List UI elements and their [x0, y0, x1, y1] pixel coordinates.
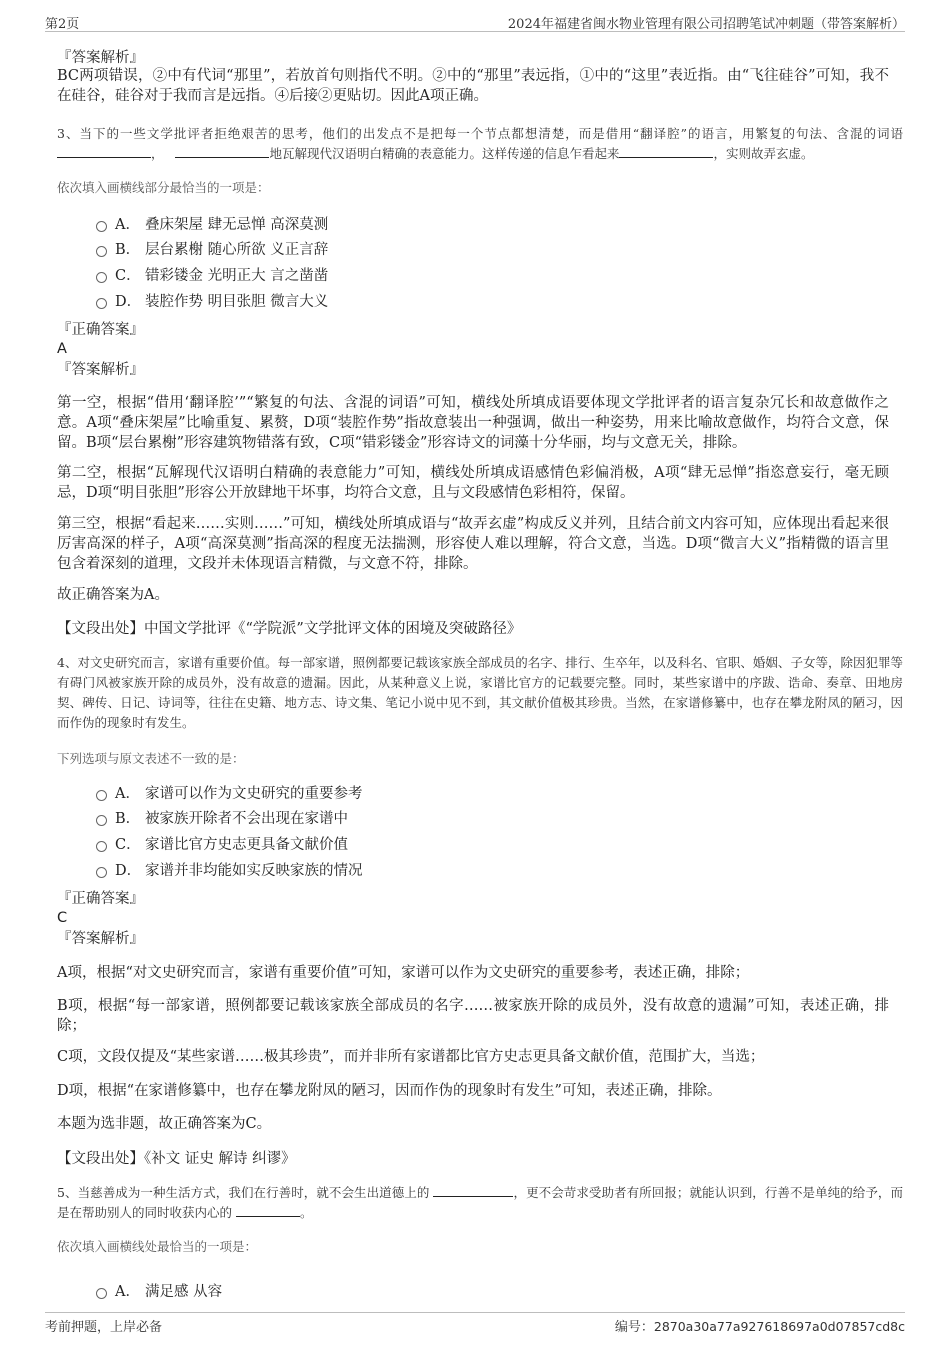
q3-prompt: 依次填入画横线部分最恰当的一项是：	[57, 180, 270, 195]
q4-option-b[interactable]: B． 被家族开除者不会出现在家谱中	[96, 809, 348, 829]
q3-analysis-1: 第一空，根据“借用‘翻译腔’”“繁复的句法、含混的词语”可知，横线处所填成语要体现文学批评者的语言复杂冗长和故意做作之意。A项“叠床架屋”比喻重复、累赘，D项“装腔作势”指故意装出一种强调，做出一种姿势，用来比喻故意做作，均符合文意，保留。B项“层台累榭”形容建筑物错落有致，C项“错彩镂金”形容诗文的词藻十分华丽，均与文意无关，排除。	[57, 395, 889, 451]
answer-label: 『正确答案』	[57, 891, 144, 907]
footer-slogan: 考前押题，上岸必备	[45, 1320, 163, 1335]
q3-answer: A	[57, 341, 67, 357]
q5-stem: 5、当慈善成为一种生活方式，我们在行善时，就不会生出道德上的 ，更不会苛求受助者有所回报；就能认识到，行善不是单纯的给予，而是在帮助别人的同时收获内心的 。	[57, 1185, 903, 1220]
q3-analysis-2: 第二空，根据“瓦解现代汉语明白精确的表意能力”可知，横线处所填成语感情色彩偏消极，A项“肆无忌惮”指恣意妄行，毫无顾忌，D项“明目张胆”形容公开放肆地干坏事，均符合文意，且与文段感情色彩相符，保留。	[57, 465, 889, 501]
answer-label: 『正确答案』	[57, 322, 144, 338]
blank	[236, 1203, 300, 1217]
q3-number: 3、	[57, 126, 80, 141]
q4-analysis-c: C项，文段仅提及“某些家谱……极其珍贵”，而并非所有家谱都比官方史志更具备文献价值，范围扩大，当选；	[57, 1049, 765, 1065]
q4-analysis-d: D项，根据“在家谱修纂中，也存在攀龙附凤的陋习，因而作伪的现象时有发生”可知，表述正确，排除。	[57, 1083, 722, 1099]
q4-conclusion: 本题为选非题，故正确答案为C。	[57, 1116, 272, 1132]
blank	[619, 144, 713, 158]
q3-option-c[interactable]: C． 错彩镂金 光明正大 言之凿凿	[96, 266, 328, 286]
radio-icon[interactable]	[96, 790, 107, 801]
q5-option-a[interactable]: A． 满足感 从容	[96, 1282, 222, 1302]
q3-option-d[interactable]: D． 装腔作势 明目张胆 微言大义	[96, 292, 328, 312]
radio-icon[interactable]	[96, 841, 107, 852]
q4-stem: 4、对文史研究而言，家谱有重要价值。每一部家谱，照例都要记载该家族全部成员的名字、排行、生卒年，以及科名、官职、婚姻、子女等，除因犯罪等有碍门风被家族开除的成员外，没有故意的遗漏。因此，从某种意义上说，家谱比官方的记载要完整。同时，某些家谱中的序跋、诰命、奏章、田地房契、碑传、日记、诗词等，往往在史籍、地方志、诗文集、笔记小说中见不到，其文献价值极其珍贵。当然，在家谱修纂中，也存在攀龙附凤的陋习，因而作伪的现象时有发生。	[57, 655, 904, 730]
radio-icon[interactable]	[96, 272, 107, 283]
q3-option-b[interactable]: B． 层台累榭 随心所欲 义正言辞	[96, 240, 328, 260]
q3-stem: 3、当下的一些文学批评者拒绝艰苦的思考，他们的出发点不是把每一个节点都想清楚，而是借用“翻译腔”的语言，用繁复的句法、含混的词语， 地瓦解现代汉语明白精确的表意能力。这样传递的信息乍看起来 ，实则故弄玄虚。	[57, 126, 903, 161]
page-header	[45, 11, 905, 32]
radio-icon[interactable]	[96, 867, 107, 878]
q5-number: 5、	[57, 1185, 78, 1200]
analysis-label: 『答案解析』	[57, 931, 144, 947]
q3-option-a[interactable]: A． 叠床架屋 肆无忌惮 高深莫测	[96, 215, 328, 235]
q4-number: 4、	[57, 655, 78, 670]
q4-option-d[interactable]: D． 家谱并非均能如实反映家族的情况	[96, 861, 363, 881]
page-footer	[45, 1312, 905, 1335]
q4-prompt: 下列选项与原文表述不一致的是：	[57, 751, 245, 766]
q3-conclusion: 故正确答案为A。	[57, 587, 169, 603]
q4-option-a[interactable]: A． 家谱可以作为文史研究的重要参考	[96, 784, 363, 804]
blank	[175, 144, 269, 158]
blank	[57, 144, 151, 158]
radio-icon[interactable]	[96, 246, 107, 257]
radio-icon[interactable]	[96, 298, 107, 309]
q4-answer: C	[57, 910, 68, 926]
analysis-label: 『答案解析』	[57, 50, 144, 66]
radio-icon[interactable]	[96, 815, 107, 826]
q4-source: 【文段出处】《补文 证史 解诗 纠谬》	[57, 1151, 296, 1167]
page-number: 第2页	[45, 17, 80, 32]
radio-icon[interactable]	[96, 1288, 107, 1299]
analysis-label: 『答案解析』	[57, 362, 144, 378]
blank	[433, 1183, 513, 1197]
q4-analysis-a: A项，根据“对文史研究而言，家谱有重要价值”可知，家谱可以作为文史研究的重要参考，表述正确，排除；	[57, 965, 750, 981]
q3-analysis-3: 第三空，根据“看起来……实则……”可知，横线处所填成语与“故弄玄虚”构成反义并列，且结合前文内容可知，应体现出看起来很厉害高深的样子，A项“高深莫测”指高深的程度无法揣测，形容使人难以理解，符合文意，当选。D项“微言大义”指精微的语言里包含着深刻的道理，文段并未体现语言精微，与文意不符，排除。	[57, 516, 889, 572]
document-code: 编号：2870a30a77a927618697a0d07857cd8c	[614, 1319, 905, 1335]
radio-icon[interactable]	[96, 221, 107, 232]
q5-prompt: 依次填入画横线处最恰当的一项是：	[57, 1239, 258, 1254]
q4-option-c[interactable]: C． 家谱比官方史志更具备文献价值	[96, 835, 348, 855]
q4-analysis-b: B项，根据“每一部家谱，照例都要记载该家族全部成员的名字……被家族开除的成员外，没有故意的遗漏”可知，表述正确，排除；	[57, 998, 889, 1034]
prev-analysis: BC两项错误，②中有代词“那里”，若放首句则指代不明。②中的“那里”表远指，①中的“这里”表近指。由“飞往硅谷”可知，我不在硅谷，硅谷对于我而言是远指。④后接②更贴切。因此A项正确。	[57, 68, 889, 104]
document-title: 2024年福建省闽水物业管理有限公司招聘笔试冲刺题（带答案解析）	[507, 17, 905, 32]
q3-source: 【文段出处】中国文学批评《“学院派”文学批评文体的困境及突破路径》	[57, 621, 522, 637]
